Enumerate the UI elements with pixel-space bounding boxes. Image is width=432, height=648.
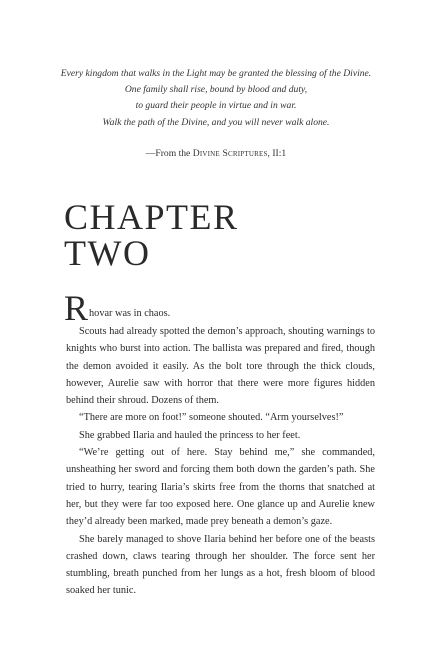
epigraph-line-3: to guard their people in virtue and in war. (135, 100, 297, 112)
paragraph-4: “We’re getting out of here. Stay behind me,” she commanded, unsheathing her sword and forcing them both down the garden’s path. She tried to hurry, tearing Ilaria’s skirts free from the thorns that snatched at her, but they were far too exposed here. One glance up and Aurelie knew they’d already been marked, made prey beneath a demon’s gaze. (66, 447, 375, 528)
attribution-source: Divine Scriptures (192, 148, 268, 159)
chapter-heading (64, 199, 384, 271)
epigraph-line-1: Every kingdom that walks in the Light may be granted the blessing of the Divine. (60, 68, 372, 79)
paragraph-2: “There are more on foot!” someone shouted. “Arm yourselves!” (79, 412, 344, 424)
chapter-body (66, 290, 375, 600)
opening-paragraph-text: hovar was in chaos. (89, 308, 171, 319)
epigraph-line-4: Walk the path of the Divine, and you will never walk alone. (102, 116, 330, 128)
epigraph (0, 66, 432, 131)
paragraph-3: She grabbed Ilaria and hauled the princess to her feet. (79, 429, 301, 441)
attribution-suffix: , II:1 (267, 148, 287, 159)
opening-paragraph (64, 288, 375, 328)
epigraph-line-2: One family shall rise, bound by blood and duty, (124, 84, 308, 96)
drop-cap: R (64, 288, 89, 328)
chapter-heading-line-1: CHAPTER (64, 197, 239, 237)
attribution-prefix: —From the (145, 148, 193, 159)
chapter-heading-line-2: TWO (64, 233, 151, 273)
paragraph-5: She barely managed to shove Ilaria behind her before one of the beasts crashed down, claws tearing through her shoulder. The force sent her stumbling, breath punched from her lungs as a hot, fresh bloom of blood soaked her tunic. (66, 533, 375, 597)
paragraph-1: Scouts had already spotted the demon’s approach, shouting warnings to knights who burst into action. The ballista was prepared and fired, though the demon avoided it easily. As the bolt tore through the thick clouds, however, Aurelie saw with horror that there were more figures hidden behind their shroud. Dozens of them. (66, 326, 375, 407)
epigraph-attribution (0, 148, 432, 159)
